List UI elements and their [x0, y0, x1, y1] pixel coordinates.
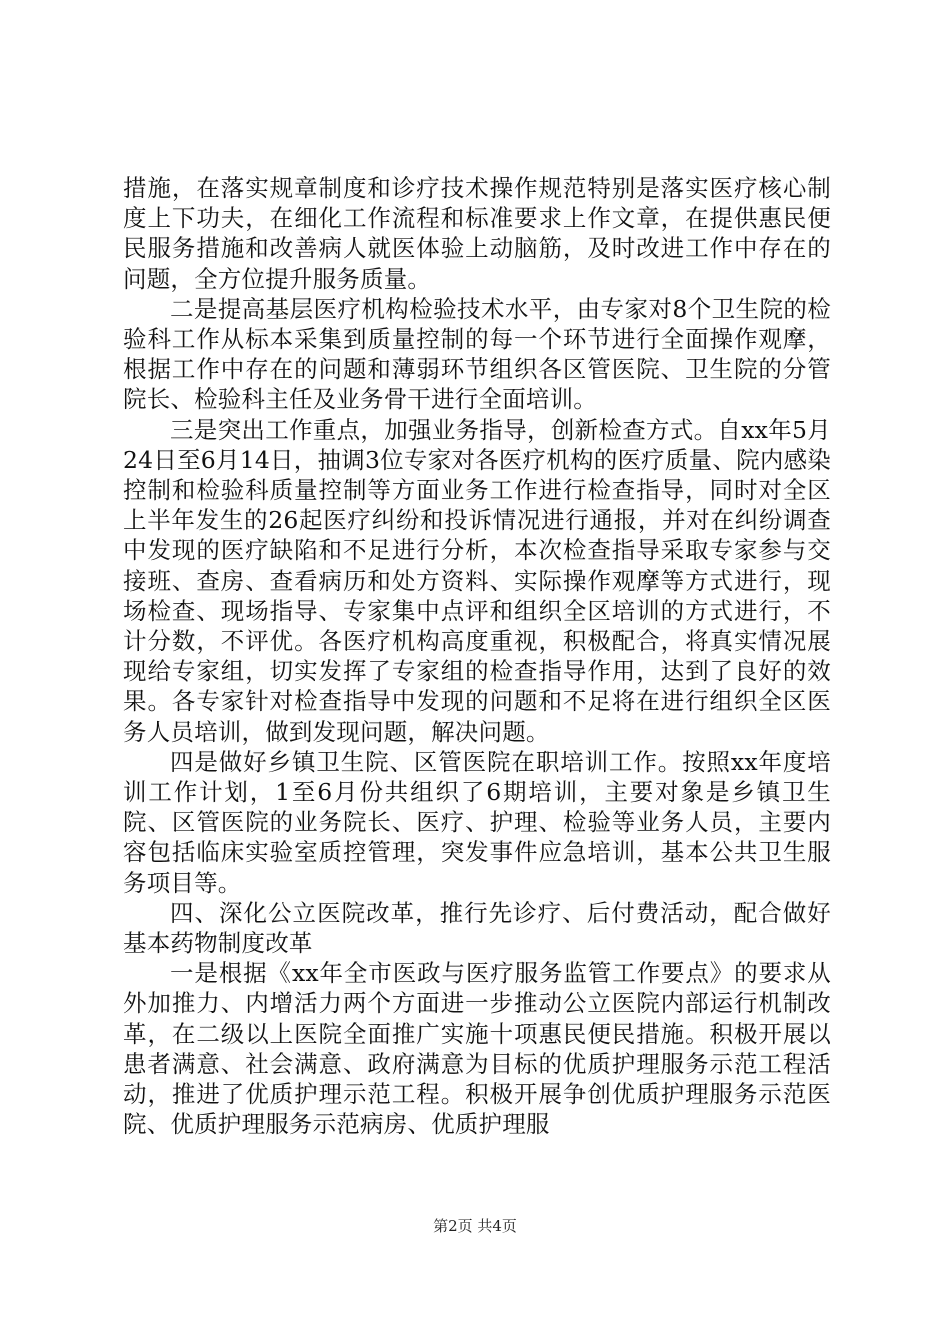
paragraph-2: 二是提高基层医疗机构检验技术水平，由专家对8个卫生院的检验科工作从标本采集到质量控制的每一个环节进行全面操作观摩，根据工作中存在的问题和薄弱环节组织各区管医院、卫生院的分管院长、检验科主任及业务骨干进行全面培训。 [123, 294, 831, 414]
document-body [123, 173, 831, 1140]
paragraph-3: 三是突出工作重点，加强业务指导，创新检查方式。自xx年5月24日至6月14日，抽调3位专家对各医疗机构的医疗质量、院内感染控制和检验科质量控制等方面业务工作进行检查指导，同时对全区上半年发生的26起医疗纠纷和投诉情况进行通报，并对在纠纷调查中发现的医疗缺陷和不足进行分析，本次检查指导采取专家参与交接班、查房、查看病历和处方资料、实际操作观摩等方式进行，现场检查、现场指导、专家集中点评和组织全区培训的方式进行，不计分数，不评优。各医疗机构高度重视，积极配合，将真实情况展现给专家组，切实发挥了专家组的检查指导作用，达到了良好的效果。各专家针对检查指导中发现的问题和不足将在进行组织全区医务人员培训，做到发现问题，解决问题。 [123, 415, 831, 746]
paragraph-1: 措施，在落实规章制度和诊疗技术操作规范特别是落实医疗核心制度上下功夫，在细化工作流程和标准要求上作文章，在提供惠民便民服务措施和改善病人就医体验上动脑筋，及时改进工作中存在的问题，全方位提升服务质量。 [123, 174, 831, 293]
page-footer [0, 1215, 950, 1236]
paragraph-5: 一是根据《xx年全市医政与医疗服务监管工作要点》的要求从外加推力、内增活力两个方面进一步推动公立医院内部运行机制改革，在二级以上医院全面推广实施十项惠民便民措施。积极开展以患者满意、社会满意、政府满意为目标的优质护理服务示范工程活动，推进了优质护理示范工程。积极开展争创优质护理服务示范医院、优质护理服务示范病房、优质护理服 [123, 959, 831, 1139]
paragraph-4: 四是做好乡镇卫生院、区管医院在职培训工作。按照xx年度培训工作计划，1至6月份共组织了6期培训，主要对象是乡镇卫生院、区管医院的业务院长、医疗、护理、检验等业务人员，主要内容包括临床实验室质控管理，突发事件应急培训，基本公共卫生服务项目等。 [123, 747, 831, 897]
section-heading-4: 四、深化公立医院改革，推行先诊疗、后付费活动，配合做好基本药物制度改革 [123, 898, 831, 958]
page-number: 第2页 共4页 [433, 1217, 517, 1235]
